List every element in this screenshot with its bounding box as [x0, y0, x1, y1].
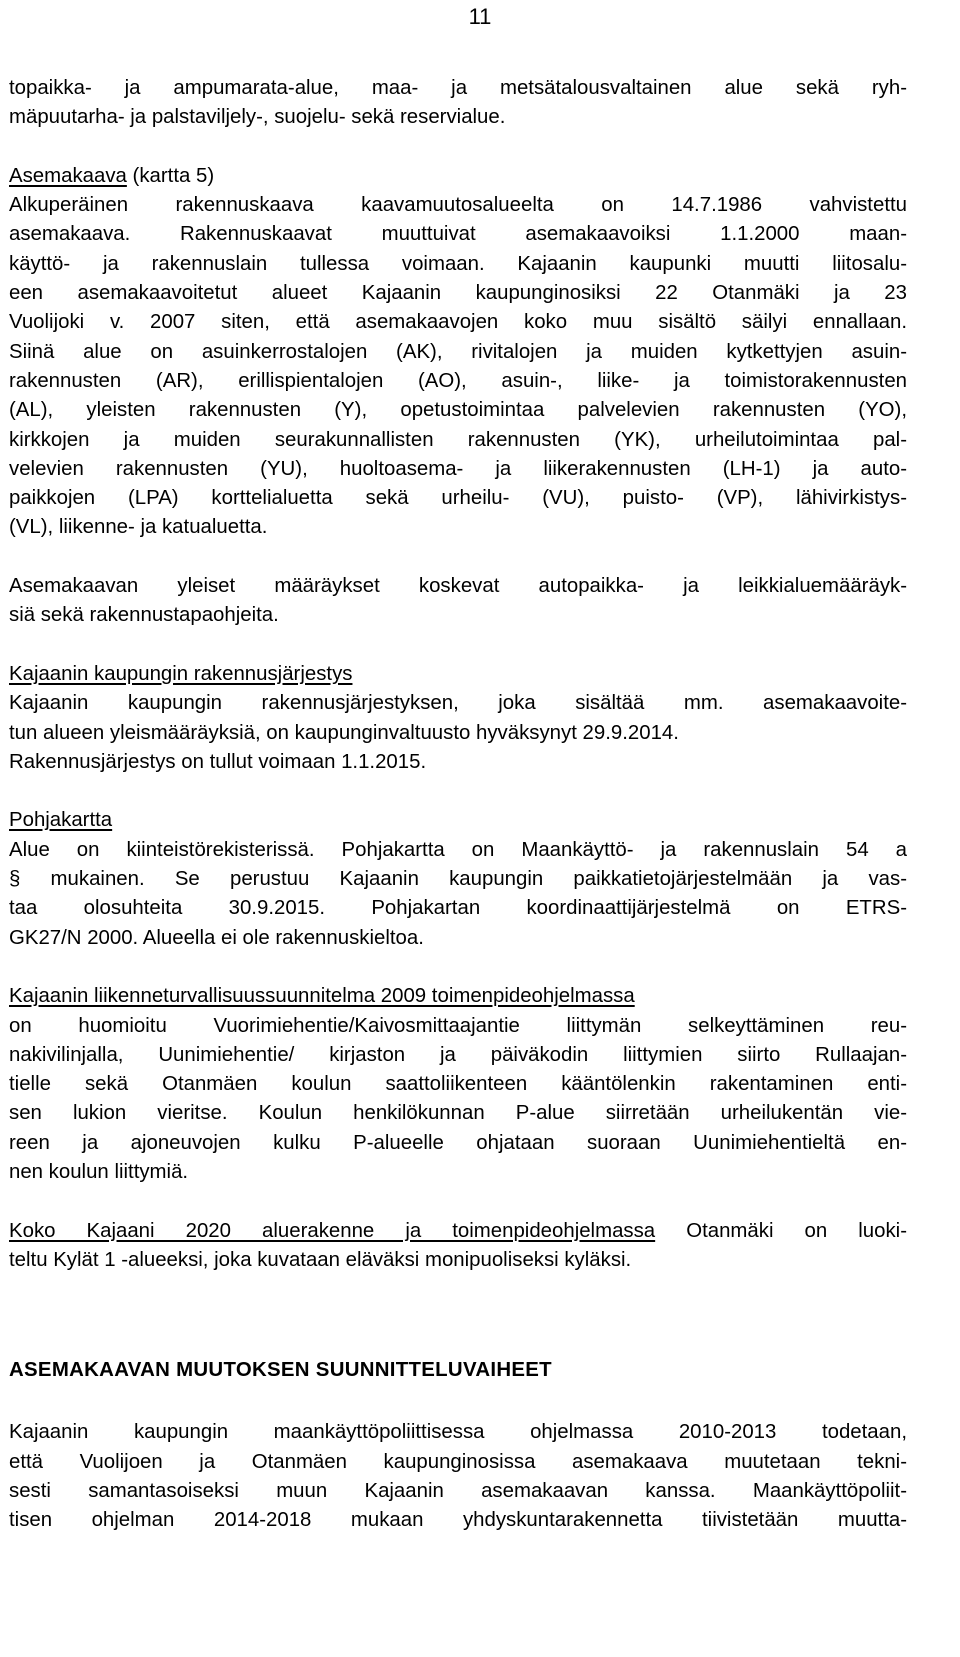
paragraph-line: kirkkojen ja muiden seurakunnallisten rakennusten (YK), urheilutoimintaa pal- — [9, 428, 907, 451]
section-asemakaava-heading — [9, 162, 907, 191]
paragraph-text: Otanmäki on luoki- — [655, 1219, 907, 1242]
section-kajaani2020-line — [9, 1217, 907, 1246]
section-title: Koko Kajaani 2020 aluerakenne ja toimenpideohjelmassa — [9, 1219, 656, 1242]
paragraph-line: rakennusten (AR), erillispientalojen (AO), asuin-, liike- ja toimistorakennusten — [9, 369, 907, 392]
paragraph-line: topaikka- ja ampumarata-alue, maa- ja metsätalousvaltainen alue sekä ryh- — [9, 77, 907, 99]
section-title: Kajaanin kaupungin rakennusjärjestys — [9, 662, 353, 685]
paragraph-line: taa olosuhteita 30.9.2015. Pohjakartan koordinaattijärjestelmä on ETRS- — [9, 897, 907, 920]
paragraph-line: nakivilinjalla, Uunimiehentie/ kirjaston ja päiväkodin liittymien siirto Rullaajan- — [9, 1043, 907, 1066]
paragraph-line: Kajaanin kaupungin rakennusjärjestyksen, joka sisältää mm. asemakaavoite- — [9, 692, 907, 715]
section-title: Asemakaava — [9, 164, 127, 187]
paragraph-line: Vuolijoki v. 2007 siten, että asemakaavojen koko muu sisältö säilyi ennallaan. — [9, 311, 907, 334]
paragraph-line: tun alueen yleismääräyksiä, on kaupunginvaltuusto hyväksynyt 29.9.2014. — [9, 721, 679, 744]
section-rakennusjarjestys-heading — [9, 660, 907, 689]
paragraph-line: (AL), yleisten rakennusten (Y), opetustoimintaa palvelevien rakennusten (YO), — [9, 399, 907, 422]
paragraph-line: tisen ohjelman 2014-2018 mukaan yhdyskuntarakennetta tiivistetään muutta- — [9, 1509, 907, 1532]
paragraph-line: Alkuperäinen rakennuskaava kaavamuutosalueelta on 14.7.1986 vahvistettu — [9, 194, 907, 217]
paragraph-line: reen ja ajoneuvojen kulku P-alueelle ohjataan suoraan Uunimiehentieltä en- — [9, 1131, 907, 1154]
page-number: 11 — [468, 4, 492, 29]
paragraph-line: asemakaava. Rakennuskaavat muuttuivat asemakaavoiksi 1.1.2000 maan- — [9, 223, 907, 246]
document-body — [9, 74, 907, 1536]
paragraph-line: Siinä alue on asuinkerrostalojen (AK), rivitalojen ja muiden kytkettyjen asuin- — [9, 340, 907, 363]
paragraph-line: velevien rakennusten (YU), huoltoasema- ja liikerakennusten (LH-1) ja auto- — [9, 457, 907, 480]
paragraph-line: mäpuutarha- ja palstaviljely-, suojelu- sekä reservialue. — [9, 106, 506, 129]
paragraph-line: on huomioitu Vuorimiehentie/Kaivosmittaajantie liittymän selkeyttäminen reu- — [9, 1014, 907, 1037]
section-liikenneturvallisuus-heading — [9, 982, 907, 1011]
paragraph-line: käyttö- ja rakennuslain tullessa voimaan. Kajaanin kaupunki muutti liitosalu- — [9, 252, 907, 275]
paragraph-line: Kajaanin kaupungin maankäyttöpoliittisessa ohjelmassa 2010-2013 todetaan, — [9, 1421, 907, 1444]
paragraph-line: sen lukion vieritse. Koulun henkilökunnan P-alue siirretään urheilukentän vie- — [9, 1102, 907, 1125]
section-title: Pohjakartta — [9, 809, 113, 832]
section-title: Kajaanin liikenneturvallisuussuunnitelma 2009 toimenpideohjelmassa — [9, 985, 635, 1008]
paragraph-line: paikkojen (LPA) korttelialuetta sekä urheilu- (VU), puisto- (VP), lähivirkistys- — [9, 487, 907, 510]
paragraph-line: Alue on kiinteistörekisterissä. Pohjakartta on Maankäyttö- ja rakennuslain 54 a — [9, 838, 907, 861]
paragraph-line: teltu Kylät 1 -alueeksi, joka kuvataan eläväksi monipuoliseksi kyläksi. — [9, 1248, 632, 1271]
section-heading: ASEMAKAAVAN MUUTOKSEN SUUNNITTELUVAIHEET — [9, 1359, 552, 1382]
paragraph-line: nen koulun liittymiä. — [9, 1160, 189, 1183]
paragraph-line: Rakennusjärjestys on tullut voimaan 1.1.2015. — [9, 750, 427, 773]
paragraph-line: että Vuolijoen ja Otanmäen kaupunginosissa asemakaava muutetaan tekni- — [9, 1450, 907, 1473]
paragraph-line: § mukainen. Se perustuu Kajaanin kaupungin paikkatietojärjestelmään ja vas- — [9, 868, 907, 891]
paragraph-line: sesti samantasoiseksi muun Kajaanin asemakaavan kanssa. Maankäyttöpoliit- — [9, 1480, 907, 1503]
paragraph-line: tielle sekä Otanmäen koulun saattoliikenteen kääntölenkin rakentaminen enti- — [9, 1073, 907, 1096]
paragraph-line: een asemakaavoitetut alueet Kajaanin kaupunginosiksi 22 Otanmäki ja 23 — [9, 282, 907, 305]
paragraph-line: (VL), liikenne- ja katualuetta. — [9, 516, 268, 539]
paragraph-line: Asemakaavan yleiset määräykset koskevat autopaikka- ja leikkialuemääräyk- — [9, 575, 907, 598]
section-pohjakartta-heading — [9, 806, 907, 835]
section-title-suffix: (kartta 5) — [126, 164, 215, 187]
paragraph-line: GK27/N 2000. Alueella ei ole rakennuskieltoa. — [9, 926, 424, 949]
paragraph-line: siä sekä rakennustapaohjeita. — [9, 604, 279, 627]
